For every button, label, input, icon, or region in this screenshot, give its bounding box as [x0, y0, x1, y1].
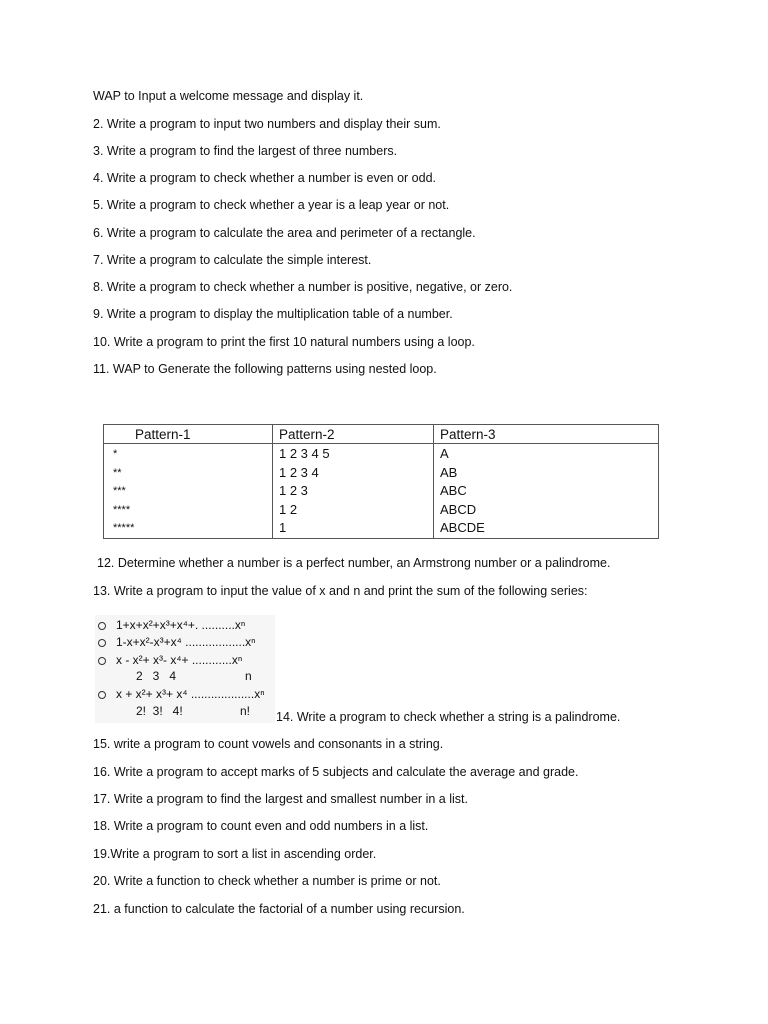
pattern-1-row: ***	[113, 485, 126, 497]
question-14: 14. Write a program to check whether a string is a palindrome.	[276, 710, 621, 724]
pattern-2-row: 1 2 3 4	[279, 464, 319, 480]
question-20: 20. Write a function to check whether a number is prime or not.	[93, 874, 441, 888]
series-2: 1-x+x²-x³+x⁴ ..................xⁿ	[116, 635, 256, 649]
question-8: 8. Write a program to check whether a number is positive, negative, or zero.	[93, 280, 513, 294]
pattern-1-row: *	[113, 448, 118, 460]
question-6: 6. Write a program to calculate the area and perimeter of a rectangle.	[93, 226, 476, 240]
question-1: WAP to Input a welcome message and display it.	[93, 89, 364, 103]
pattern-1-row: **	[113, 466, 122, 479]
question-19: 19.Write a program to sort a list in ascending order.	[93, 847, 377, 861]
question-13: 13. Write a program to input the value of x and n and print the sum of the following series:	[93, 584, 588, 598]
circle-bullet-icon	[98, 657, 106, 665]
question-9: 9. Write a program to display the multiplication table of a number.	[93, 307, 453, 321]
question-21: 21. a function to calculate the factorial of a number using recursion.	[93, 902, 465, 916]
question-3: 3. Write a program to find the largest of three numbers.	[93, 144, 398, 158]
pattern-2-row: 1 2	[279, 501, 298, 517]
series-3-denominators: 2 3 4	[136, 669, 177, 683]
pattern-3-header: Pattern-3	[434, 425, 659, 444]
pattern-2-cell	[273, 444, 434, 539]
pattern-3-row: ABCD	[440, 501, 477, 517]
circle-bullet-icon	[98, 691, 106, 699]
series-4-denominators: 2! 3! 4!	[136, 704, 183, 718]
pattern-2-row: 1	[279, 520, 287, 535]
pattern-3-cell	[434, 444, 659, 539]
series-1: 1+x+x²+x³+x⁴+. ..........xⁿ	[116, 618, 246, 632]
question-12: 12. Determine whether a number is a perfect number, an Armstrong number or a palindrome.	[97, 556, 611, 570]
pattern-2-row: 1 2 3 4 5	[279, 446, 330, 461]
pattern-3-row: A	[440, 446, 449, 461]
pattern-2-row: 1 2 3	[279, 483, 308, 498]
circle-bullet-icon	[98, 622, 106, 630]
circle-bullet-icon	[98, 639, 106, 647]
question-4: 4. Write a program to check whether a number is even or odd.	[93, 171, 436, 185]
pattern-2-header: Pattern-2	[273, 425, 434, 444]
question-10: 10. Write a program to print the first 10 natural numbers using a loop.	[93, 335, 475, 349]
question-16: 16. Write a program to accept marks of 5 subjects and calculate the average and grade.	[93, 765, 579, 779]
pattern-1-row: *****	[113, 522, 135, 534]
pattern-3-row: ABCDE	[440, 520, 485, 535]
question-2: 2. Write a program to input two numbers and display their sum.	[93, 117, 441, 131]
series-image	[95, 615, 275, 723]
series-3-n: n	[245, 669, 252, 683]
question-11: 11. WAP to Generate the following patterns using nested loop.	[93, 362, 437, 376]
series-4: x + x²+ x³+ x⁴ ...................xⁿ	[116, 687, 265, 701]
question-15: 15. write a program to count vowels and consonants in a string.	[93, 737, 444, 751]
pattern-3-row: ABC	[440, 483, 467, 498]
question-5: 5. Write a program to check whether a year is a leap year or not.	[93, 198, 450, 212]
series-3: x - x²+ x³- x⁴+ ............xⁿ	[116, 653, 243, 667]
series-4-n: n!	[240, 704, 251, 718]
question-18: 18. Write a program to count even and odd numbers in a list.	[93, 819, 429, 833]
pattern-1-row: ****	[113, 503, 131, 516]
question-7: 7. Write a program to calculate the simple interest.	[93, 253, 372, 267]
pattern-1-cell	[104, 444, 273, 539]
question-17: 17. Write a program to find the largest and smallest number in a list.	[93, 792, 468, 806]
patterns-table	[103, 424, 659, 539]
pattern-1-header: Pattern-1	[104, 425, 273, 444]
pattern-3-row: AB	[440, 464, 458, 480]
